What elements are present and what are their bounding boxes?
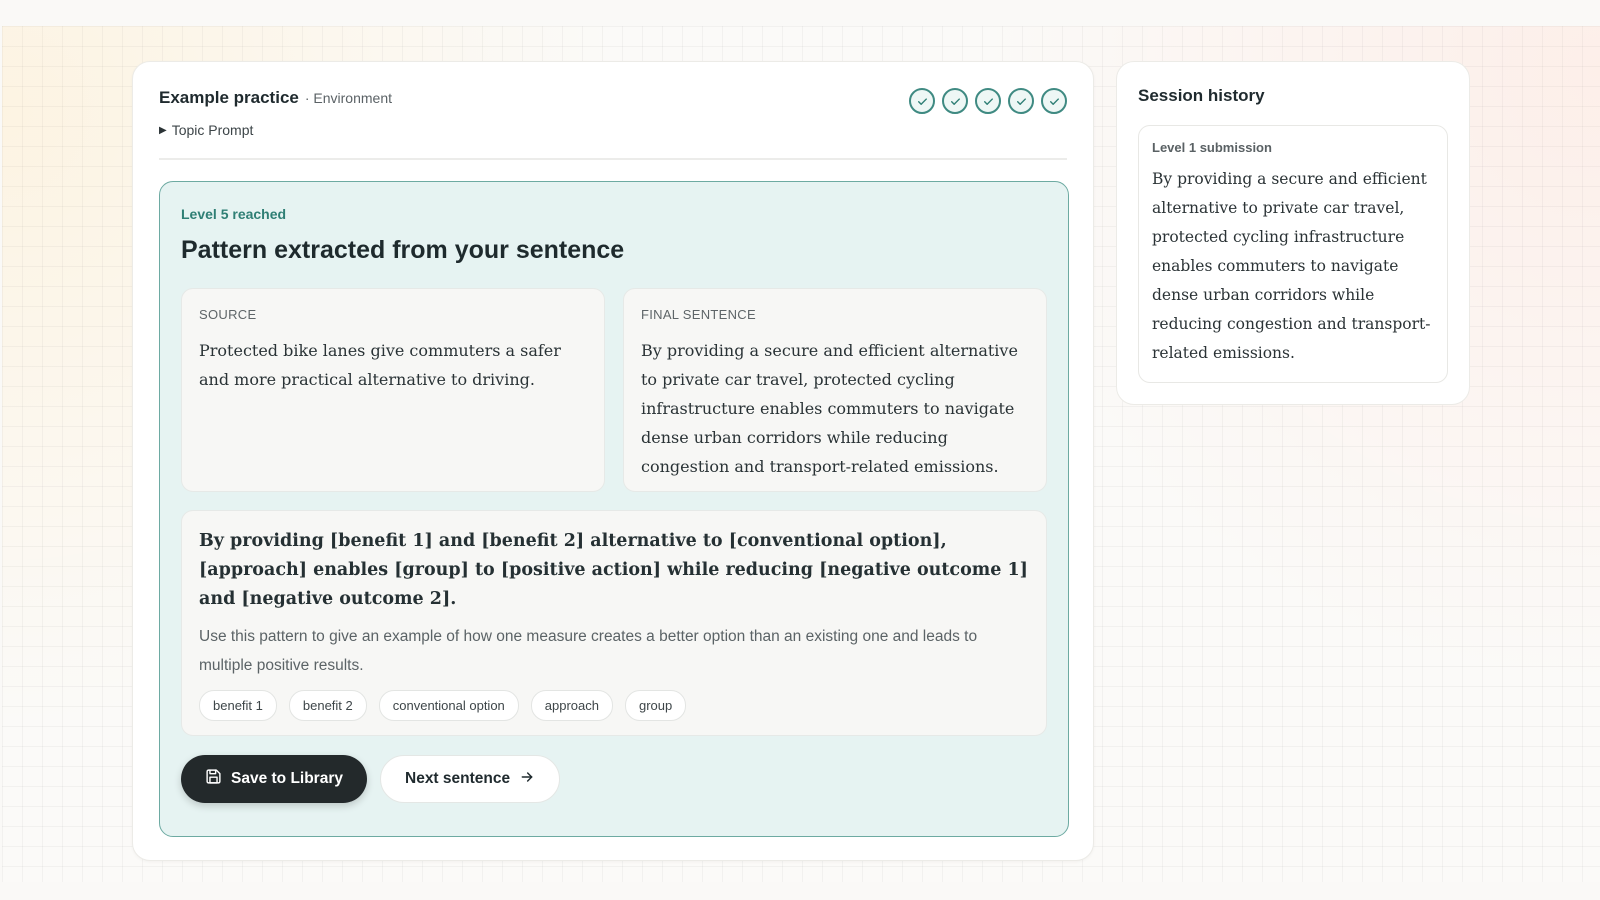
level-reached-label: Level 5 reached (181, 206, 287, 222)
pattern-tags (199, 690, 1029, 721)
next-sentence-label: Next sentence (405, 770, 511, 787)
check-circle-icon (1008, 88, 1034, 114)
save-to-library-label: Save to Library (231, 770, 343, 787)
final-sentence-box (623, 288, 1047, 492)
pattern-box (181, 510, 1047, 736)
pattern-tag: benefit 2 (289, 690, 367, 721)
pattern-text: By providing [benefit 1] and [benefit 2] alternative to [conventional option], [approach] enables [group] to [positive action] while reducing [negative outcome 1] and [negative outcome 2]. (199, 531, 1028, 609)
check-circle-icon (975, 88, 1001, 114)
caret-right-icon: ▶ (159, 124, 167, 136)
practice-title: Example practice (159, 88, 299, 107)
check-circle-icon (909, 88, 935, 114)
source-text: Protected bike lanes give commuters a safer and more practical alternative to driving. (199, 341, 561, 389)
source-box (181, 288, 605, 492)
floppy-disk-icon (205, 768, 222, 790)
save-to-library-button[interactable] (181, 755, 367, 803)
pattern-description: Use this pattern to give an example of how one measure creates a better option than an existing one and leads to multiple positive results. (199, 628, 978, 674)
source-label: SOURCE (199, 307, 257, 322)
session-history-card (1116, 61, 1470, 405)
panel-heading: Pattern extracted from your sentence (181, 236, 625, 264)
final-sentence-text: By providing a secure and efficient alternative to private car travel, protected cycling infrastructure enables commuters to navigate dense urban corridors while reducing congestion and transport-related emissions. (641, 341, 1018, 476)
pattern-tag: benefit 1 (199, 690, 277, 721)
pattern-tag: approach (531, 690, 613, 721)
history-item[interactable] (1138, 125, 1448, 383)
practice-card (132, 61, 1094, 861)
practice-category: · Environment (304, 90, 393, 106)
result-panel (159, 181, 1069, 837)
pattern-tag: conventional option (379, 690, 519, 721)
arrow-right-icon (519, 769, 535, 790)
topic-prompt-label: Topic Prompt (171, 122, 254, 138)
topic-prompt-toggle[interactable] (159, 122, 1067, 138)
check-circle-icon (1041, 88, 1067, 114)
pattern-tag: group (625, 690, 686, 721)
practice-header (159, 88, 1067, 160)
history-item-text: By providing a secure and efficient alternative to private car travel, protected cycling infrastructure enables commuters to navigate dense urban corridors while reducing congestion and transport-related emissions. (1152, 170, 1431, 362)
final-sentence-label: FINAL SENTENCE (641, 307, 756, 322)
next-sentence-button[interactable] (380, 755, 560, 803)
check-circle-icon (942, 88, 968, 114)
session-history-title: Session history (1138, 86, 1265, 105)
history-item-label: Level 1 submission (1152, 140, 1272, 155)
actions (181, 755, 560, 803)
level-progress (909, 88, 1067, 114)
